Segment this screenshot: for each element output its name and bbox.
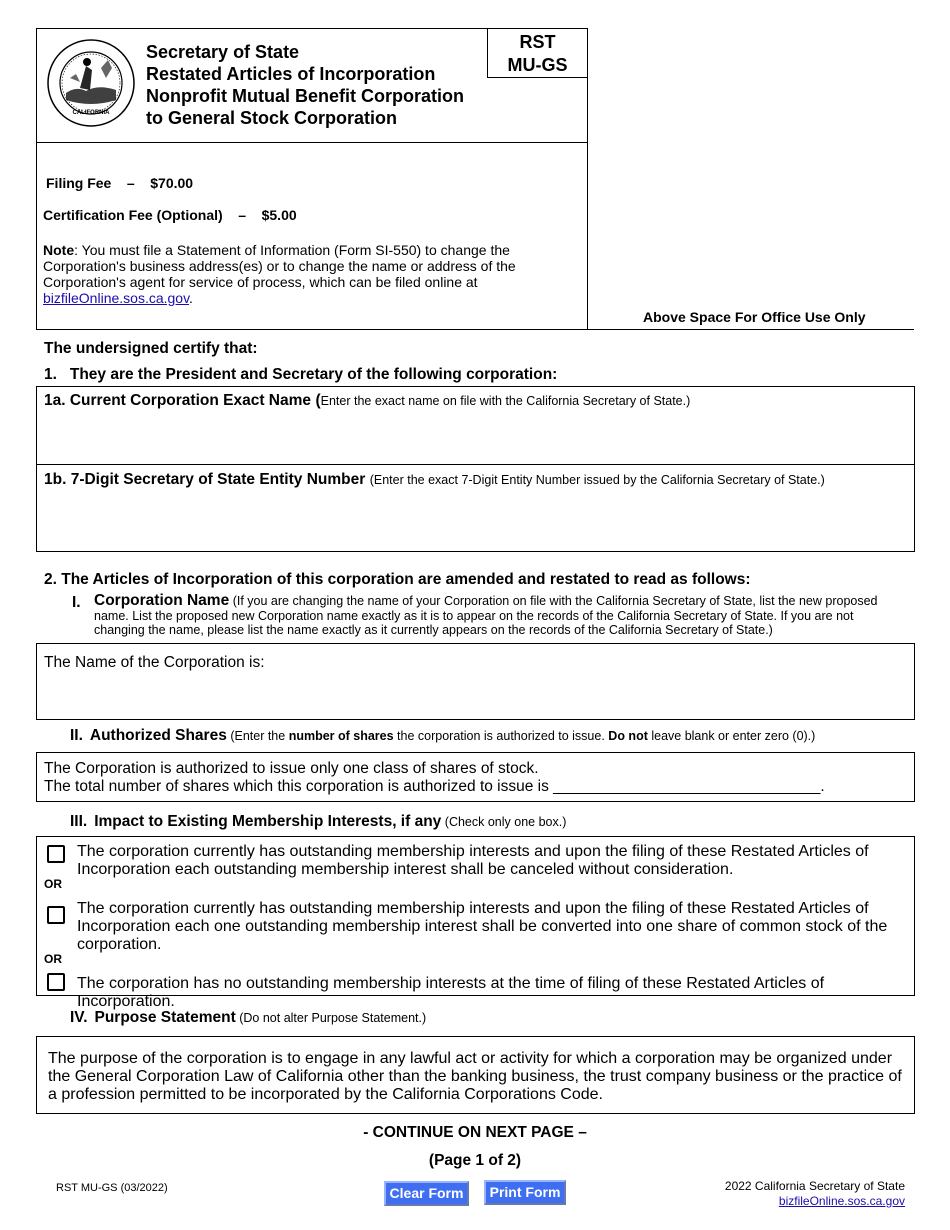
form-code-line2: MU-GS [507, 55, 568, 75]
article-II-hint-e: leave blank or enter zero (0).) [647, 729, 816, 743]
article-III-heading [70, 813, 566, 831]
continue-notice: - CONTINUE ON NEXT PAGE – [363, 1124, 587, 1141]
option-cancel-checkbox[interactable] [47, 845, 65, 863]
section2-heading: 2. The Articles of Incorporation of this corporation are amended and restated to read as follows: [44, 571, 751, 588]
article-II-hint-c: the corporation is authorized to issue. [393, 729, 609, 743]
article-III-title: Impact to Existing Membership Interests, if any [94, 813, 442, 830]
article-II-hint-d: Do not [608, 729, 648, 743]
authorized-shares-line1: The Corporation is authorized to issue only one class of shares of stock. [44, 760, 539, 777]
purpose-statement: The purpose of the corporation is to engage in any lawful act or activity for which a corporation may be organized under the General Corporation Law of California other than the banking business, the trust company business or the practice of a profession permitted to be incorporated by the California Corporations Code. [48, 1050, 902, 1103]
footer-copyright: 2022 California Secretary of State [724, 1179, 905, 1193]
article-I-title: Corporation Name [94, 592, 230, 609]
filing-fee-label: Filing Fee [46, 175, 112, 191]
option-convert-text: The corporation currently has outstanding membership interests and upon the filing of these Restated Articles of Incorporation each one outstanding membership interest shall be converted into one share of common stock of the corporation. [77, 900, 888, 953]
field-1b-title: 1b. 7-Digit Secretary of State Entity Number [44, 471, 366, 488]
article-III-hint: (Check only one box.) [444, 815, 567, 829]
or-separator-1: OR [44, 877, 62, 891]
header-title-line3: Nonprofit Mutual Benefit Corporation [146, 86, 464, 106]
option-none-text: The corporation has no outstanding membership interests at the time of filing of these Restated Articles of Incorporation. [77, 975, 825, 1010]
article-IV-title: Purpose Statement [94, 1009, 236, 1026]
footer-form-code: RST MU-GS (03/2022) [56, 1182, 168, 1194]
new-corporation-name-input[interactable] [44, 676, 904, 712]
field-1a-title: 1a. Current Corporation Exact Name [44, 392, 312, 409]
field-1b-hint: (Enter the exact 7-Digit Entity Number issued by the California Secretary of State.) [369, 473, 825, 487]
corporation-name-label: The Name of the Corporation is: [44, 654, 265, 671]
field-1a-label [44, 392, 690, 410]
note [43, 242, 563, 306]
section1-heading [44, 366, 557, 384]
footer-bizfile-link[interactable]: bizfileOnline.sos.ca.gov [778, 1194, 905, 1208]
authorized-shares-text [44, 760, 825, 796]
header-title [146, 41, 464, 129]
certification-fee-label: Certification Fee (Optional) [43, 207, 223, 223]
form-code-line1: RST [519, 32, 556, 52]
certification-fee-amount: $5.00 [261, 207, 297, 223]
section1-divider [36, 464, 915, 465]
article-IV-number: IV. [70, 1009, 88, 1026]
filing-fee [46, 175, 193, 191]
or-separator-2: OR [44, 952, 62, 966]
option-none-checkbox[interactable] [47, 973, 65, 991]
section1-heading-text: They are the President and Secretary of the following corporation: [69, 366, 558, 383]
authorized-shares-line2[interactable]: The total number of shares which this corporation is authorized to issue is _______________________________. [44, 778, 825, 795]
field-1a-hint: Enter the exact name on file with the California Secretary of State.) [320, 394, 691, 408]
certification-fee [43, 207, 297, 223]
certify-heading: The undersigned certify that: [44, 340, 258, 357]
article-II-title: Authorized Shares [89, 727, 227, 744]
note-text: : You must file a Statement of Information (Form SI-550) to change the Corporation's business address(es) or to change the name or address of the Corporation's agent for service of process, which can be filed online at [43, 242, 516, 290]
current-corporation-name-input[interactable] [44, 418, 904, 458]
article-II-hint-a: (Enter the [230, 729, 289, 743]
bizfile-link[interactable]: bizfileOnline.sos.ca.gov [43, 290, 190, 306]
option-cancel-text: The corporation currently has outstanding membership interests and upon the filing of these Restated Articles of Incorporation each outstanding membership interest shall be canceled without consideration. [77, 843, 869, 878]
field-1b-label [44, 471, 825, 489]
article-II-heading [70, 727, 815, 745]
section1-number: 1. [44, 366, 57, 383]
article-I-hint: (If you are changing the name of your Corporation on file with the California Secretary of State, list the new proposed name. List the proposed new Corporation name exactly as it is to appear on the records of the California Secretary of State. If you are not changing the name, please list the name exactly as it currently appears on the records of the California Secretary of State.) [94, 594, 878, 637]
footer-right [725, 1179, 905, 1209]
print-form-button[interactable]: Print Form [484, 1180, 566, 1205]
field-1a-paren: ( [315, 392, 321, 409]
office-use-label: Above Space For Office Use Only [643, 309, 866, 325]
header-title-line4: to General Stock Corporation [146, 108, 398, 128]
note-end: . [189, 290, 193, 306]
great-seal-of-california-icon [46, 38, 136, 133]
form-code [487, 31, 588, 77]
article-II-number: II. [70, 727, 83, 744]
certification-fee-dash: – [238, 207, 247, 223]
header-title-line1: Secretary of State [146, 42, 300, 62]
option-convert-checkbox[interactable] [47, 906, 65, 924]
office-use-line [588, 329, 914, 330]
clear-form-button[interactable]: Clear Form [384, 1181, 469, 1206]
filing-fee-dash: – [126, 175, 135, 191]
article-II-hint-b: number of shares [288, 729, 394, 743]
filing-fee-amount: $70.00 [150, 175, 194, 191]
article-I-number: I. [72, 594, 81, 611]
article-IV-hint: (Do not alter Purpose Statement.) [239, 1011, 427, 1025]
article-III-number: III. [70, 813, 88, 830]
header-title-line2: Restated Articles of Incorporation [146, 64, 436, 84]
note-label: Note [43, 242, 75, 258]
article-I-heading [94, 594, 894, 638]
article-IV-heading [70, 1009, 426, 1027]
svg-text:CALIFORNIA: CALIFORNIA [72, 110, 110, 116]
page-number: (Page 1 of 2) [428, 1152, 522, 1169]
entity-number-input[interactable] [44, 497, 904, 545]
